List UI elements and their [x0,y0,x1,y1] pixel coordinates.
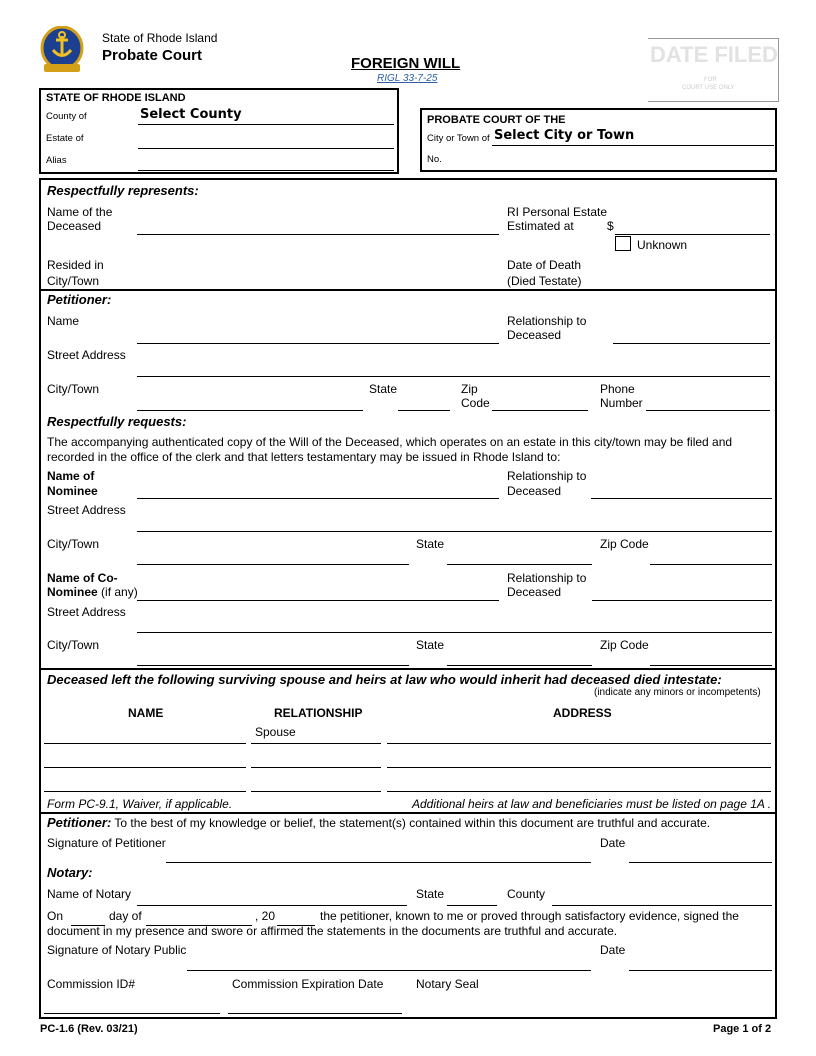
city-town-label: City or Town of [427,133,490,144]
petitioner-street-label: Street Address [47,348,126,362]
sign-statement-row [47,816,710,830]
co-nominee-street-label: Street Address [47,605,126,619]
requests-heading: Respectfully requests: [47,414,187,429]
stamp-sub2: COURT USE ONLY [682,85,735,91]
estate-input[interactable] [138,133,394,149]
nominee-rel-label-1: Relationship to [507,469,587,483]
dollar-sign: $ [607,219,614,233]
petitioner-name-input[interactable] [137,328,499,344]
case-no-input[interactable] [492,155,619,171]
resided-input[interactable] [137,274,501,290]
nominee-name-input[interactable] [137,483,499,499]
petitioner-name-label: Name [47,314,80,328]
heir-name-input[interactable] [44,728,246,744]
nominee-rel-input[interactable] [591,483,772,499]
county-line [138,124,394,125]
co-nominee-optional: (if any) [101,585,138,599]
sign-heading: Petitioner: [47,815,112,830]
sign-statement: To the best of my knowledge or belief, the statement(s) contained within this document are truthful and accurate. [114,816,711,830]
nominee-state-label: State [416,537,445,551]
heir-relationship-input[interactable] [251,728,381,744]
court-name: Probate Court [102,47,203,64]
state-name: State of Rhode Island [102,31,218,45]
petitioner-phone-input[interactable] [646,395,770,411]
notary-county-input[interactable] [552,890,772,906]
nominee-rel-label-2: Deceased [507,484,562,498]
county-label: County of [46,111,87,122]
petitioner-date-input[interactable] [629,847,772,863]
unknown-checkbox[interactable] [615,236,631,251]
case-no-label: No. [427,154,442,165]
petitioner-phone-label-1: Phone [600,382,635,396]
petitioner-heading: Petitioner: [47,292,112,307]
petitioner-zip-input[interactable] [492,395,588,411]
col-name: NAME [128,706,164,720]
additional-heirs-note: Additional heirs at law and beneficiaries must be listed on page 1A . [412,797,772,811]
notary-date-label: Date [600,943,626,957]
state-box [39,88,399,174]
heir-relationship-input[interactable] [251,752,381,768]
nominee-street-label: Street Address [47,503,126,517]
petitioner-date-label: Date [600,836,626,850]
notary-signature-input[interactable] [187,955,591,971]
co-nominee-city-input[interactable] [137,650,409,666]
probate-box-heading: PROBATE COURT OF THE [427,114,566,126]
co-nominee-zip-input[interactable] [650,650,772,666]
estate-est-label-1: RI Personal Estate [507,205,608,219]
co-nominee-street-input[interactable] [137,617,772,633]
estate-est-label-2: Estimated at [507,219,574,233]
co-nominee-rel-label-1: Relationship to [507,571,587,585]
co-nominee-label-1: Name of Co- [47,571,118,585]
nominee-city-input[interactable] [137,549,409,565]
dod-label-1: Date of Death [507,258,582,272]
heir-name-input[interactable] [44,752,246,768]
estate-amount-input[interactable] [615,219,770,235]
notary-dayof-label: day of [109,909,142,923]
petitioner-city-input[interactable] [137,395,363,411]
commission-exp-input[interactable] [228,998,402,1014]
form-title: FOREIGN WILL [351,55,461,72]
form-id: PC-1.6 (Rev. 03/21) [40,1023,138,1035]
notary-text-2: document in my presence and swore or affirmed the statements in the documents are truthful and accurate. [47,924,618,938]
stamp-sub1: FOR [704,77,717,83]
petitioner-zip-label-1: Zip [461,382,478,396]
notary-state-label: State [416,887,445,901]
resided-label-1: Resided in [47,258,104,272]
petitioner-rel-label-1: Relationship to [507,314,587,328]
nominee-street-input[interactable] [137,516,772,532]
main-form [39,178,777,1019]
county-select[interactable]: Select County [140,107,242,122]
petitioner-zip-label-2: Code [461,396,490,410]
co-nominee-name-input[interactable] [137,585,499,601]
dod-label-2: (Died Testate) [507,274,582,288]
deceased-name-label-1: Name of the [47,205,113,219]
resided-label-2: City/Town [47,274,100,288]
petitioner-state-input[interactable] [398,395,450,411]
alias-label: Alias [46,155,67,166]
commission-id-label: Commission ID# [47,977,136,991]
nominee-state-input[interactable] [447,549,592,565]
petitioner-rel-input[interactable] [613,328,770,344]
notary-heading: Notary: [47,865,93,880]
notary-name-input[interactable] [137,890,407,906]
co-nominee-state-label: State [416,638,445,652]
deceased-name-input[interactable] [137,219,499,235]
petitioner-city-label: City/Town [47,382,100,396]
date-filed-stamp [648,38,779,102]
represents-heading: Respectfully represents: [47,183,199,198]
petitioner-signature-input[interactable] [166,847,591,863]
divider [41,812,775,814]
co-nominee-label-2 [47,585,138,599]
nominee-label-2: Nominee [47,484,98,498]
divider [41,289,775,291]
nominee-label-1: Name of [47,469,95,483]
city-town-line [492,145,774,146]
notary-seal-label: Notary Seal [416,977,479,991]
heir-address-input[interactable] [387,776,771,792]
co-nominee-bold: Nominee [47,585,98,599]
commission-exp-label: Commission Expiration Date [232,977,384,991]
heirs-note: (indicate any minors or incompetents) [594,687,761,698]
city-town-select[interactable]: Select City or Town [494,128,635,143]
notary-year-label: , 20 [255,909,276,923]
waiver-note: Form PC-9.1, Waiver, if applicable. [47,797,233,811]
notary-text-1: the petitioner, known to me or proved through satisfactory evidence, signed the [320,909,739,923]
state-seal [40,26,84,76]
heir-relationship-input[interactable] [251,776,381,792]
page-number: Page 1 of 2 [713,1023,772,1035]
petitioner-state-label: State [369,382,398,396]
nominee-city-label: City/Town [47,537,100,551]
notary-signature-label: Signature of Notary Public [47,943,187,957]
nominee-zip-label: Zip Code [600,537,649,551]
commission-id-input[interactable] [44,998,220,1014]
state-box-heading: STATE OF RHODE ISLAND [46,92,186,104]
probate-court-box [420,108,777,172]
divider [41,668,775,670]
petitioner-signature-label: Signature of Petitioner [47,836,166,850]
co-nominee-city-label: City/Town [47,638,100,652]
heir-address-input[interactable] [387,728,771,744]
notary-name-label: Name of Notary [47,887,132,901]
requests-text-1: The accompanying authenticated copy of the Will of the Deceased, which operates on an estate in this city/town may be filed and [47,435,733,449]
alias-input[interactable] [138,155,394,171]
notary-county-label: County [507,887,546,901]
requests-text-2: recorded in the office of the clerk and that letters testamentary may be issued in Rhode Island to: [47,450,561,464]
unknown-label: Unknown [637,238,688,252]
dod-input[interactable] [613,274,770,290]
deceased-name-label-2: Deceased [47,219,102,233]
heir-address-input[interactable] [387,752,771,768]
estate-label: Estate of [46,133,84,144]
statute-link[interactable]: RIGL 33-7-25 [377,73,438,84]
petitioner-phone-label-2: Number [600,396,643,410]
notary-on-label: On [47,909,64,923]
date-filed-title: DATE FILED [650,42,778,67]
co-nominee-rel-input[interactable] [592,585,772,601]
co-nominee-state-input[interactable] [447,650,592,666]
notary-state-input[interactable] [447,890,497,906]
heirs-heading: Deceased left the following surviving spouse and heirs at law who would inherit had deceased died intestate: [47,672,722,687]
co-nominee-rel-label-2: Deceased [507,585,562,599]
petitioner-street-input[interactable] [137,361,770,377]
nominee-zip-input[interactable] [650,549,772,565]
notary-date-input[interactable] [629,955,772,971]
petitioner-rel-label-2: Deceased [507,328,562,342]
col-relationship: RELATIONSHIP [274,706,363,720]
co-nominee-zip-label: Zip Code [600,638,649,652]
heir-name-input[interactable] [44,776,246,792]
col-address: ADDRESS [553,706,612,720]
spouse-label: Spouse [255,725,296,739]
